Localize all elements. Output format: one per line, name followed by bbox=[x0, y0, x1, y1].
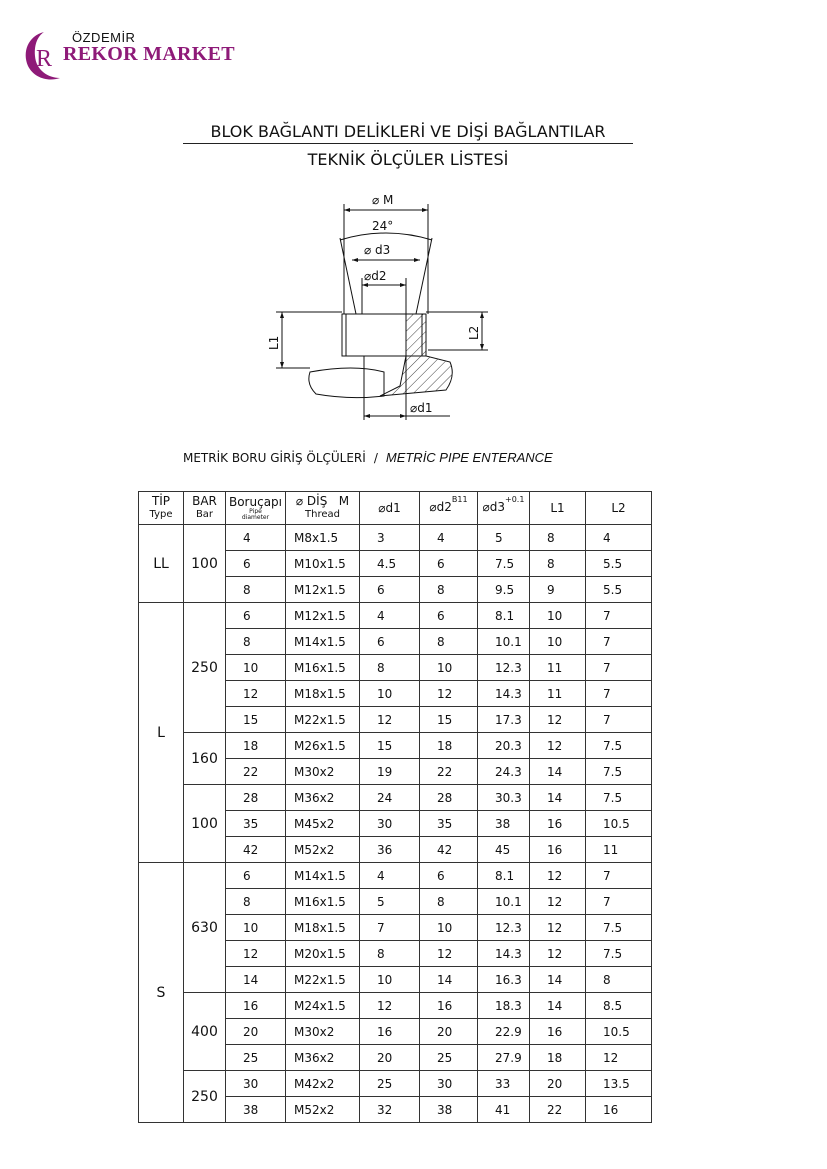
d3-cell: 12.3 bbox=[478, 915, 530, 941]
pipe-cell: 6 bbox=[226, 603, 286, 629]
d1-cell: 10 bbox=[360, 681, 420, 707]
l2-cell: 7 bbox=[586, 889, 652, 915]
pipe-cell: 35 bbox=[226, 811, 286, 837]
table-row bbox=[139, 863, 652, 889]
l1-cell: 14 bbox=[530, 993, 586, 1019]
l1-cell: 12 bbox=[530, 863, 586, 889]
header-d2: $⌀d2^{B11}$ bbox=[420, 492, 478, 525]
d2-cell: 8 bbox=[420, 889, 478, 915]
d1-cell: 4 bbox=[360, 603, 420, 629]
l1-cell: 11 bbox=[530, 655, 586, 681]
d1-cell: 6 bbox=[360, 629, 420, 655]
header-l1: L1 bbox=[530, 492, 586, 525]
logo-crescent-icon bbox=[22, 28, 66, 84]
d1-cell: 25 bbox=[360, 1071, 420, 1097]
pipe-cell: 12 bbox=[226, 941, 286, 967]
d2-cell: 30 bbox=[420, 1071, 478, 1097]
dimensions-table bbox=[138, 491, 652, 1123]
d1-cell: 16 bbox=[360, 1019, 420, 1045]
d2-cell: 12 bbox=[420, 681, 478, 707]
d3-cell: 5 bbox=[478, 525, 530, 551]
table-row bbox=[139, 603, 652, 629]
header-pipe: Boruçapı Pipe diameter bbox=[226, 492, 286, 525]
d1-cell: 24 bbox=[360, 785, 420, 811]
l1-cell: 12 bbox=[530, 915, 586, 941]
port-section-drawing bbox=[260, 190, 500, 430]
d1-cell: 4.5 bbox=[360, 551, 420, 577]
dim-l1-label: L1 bbox=[267, 335, 281, 350]
pipe-cell: 6 bbox=[226, 863, 286, 889]
pipe-cell: 38 bbox=[226, 1097, 286, 1123]
pipe-cell: 8 bbox=[226, 889, 286, 915]
header-l2: L2 bbox=[586, 492, 652, 525]
d1-cell: 8 bbox=[360, 941, 420, 967]
thread-cell: M42x2 bbox=[286, 1071, 360, 1097]
l1-cell: 20 bbox=[530, 1071, 586, 1097]
thread-cell: M14x1.5 bbox=[286, 629, 360, 655]
l2-cell: 7 bbox=[586, 707, 652, 733]
l2-cell: 7 bbox=[586, 655, 652, 681]
pipe-cell: 18 bbox=[226, 733, 286, 759]
table-row bbox=[139, 993, 652, 1019]
d2-cell: 4 bbox=[420, 525, 478, 551]
header-d3: $⌀d3^{+0.1}$ bbox=[478, 492, 530, 525]
l2-cell: 13.5 bbox=[586, 1071, 652, 1097]
d2-cell: 42 bbox=[420, 837, 478, 863]
d3-cell: 27.9 bbox=[478, 1045, 530, 1071]
d2-cell: 25 bbox=[420, 1045, 478, 1071]
l1-cell: 10 bbox=[530, 603, 586, 629]
l1-cell: 14 bbox=[530, 759, 586, 785]
d3-cell: 33 bbox=[478, 1071, 530, 1097]
l2-cell: 12 bbox=[586, 1045, 652, 1071]
l2-cell: 7.5 bbox=[586, 785, 652, 811]
d3-cell: 20.3 bbox=[478, 733, 530, 759]
thread-cell: M30x2 bbox=[286, 1019, 360, 1045]
caption-en: METRİC PIPE ENTERANCE bbox=[385, 450, 553, 465]
l2-cell: 16 bbox=[586, 1097, 652, 1123]
d1-cell: 32 bbox=[360, 1097, 420, 1123]
thread-cell: M12x1.5 bbox=[286, 603, 360, 629]
pipe-cell: 8 bbox=[226, 629, 286, 655]
header-type: TİP Type bbox=[139, 492, 184, 525]
thread-cell: M24x1.5 bbox=[286, 993, 360, 1019]
d2-cell: 38 bbox=[420, 1097, 478, 1123]
l2-cell: 7.5 bbox=[586, 941, 652, 967]
l1-cell: 16 bbox=[530, 811, 586, 837]
l2-cell: 7 bbox=[586, 629, 652, 655]
l1-cell: 18 bbox=[530, 1045, 586, 1071]
d3-cell: 10.1 bbox=[478, 889, 530, 915]
bar-cell: 160 bbox=[184, 733, 226, 785]
d2-cell: 20 bbox=[420, 1019, 478, 1045]
pipe-cell: 15 bbox=[226, 707, 286, 733]
d2-cell: 22 bbox=[420, 759, 478, 785]
pipe-cell: 42 bbox=[226, 837, 286, 863]
d2-cell: 8 bbox=[420, 577, 478, 603]
table-caption bbox=[183, 450, 553, 465]
d1-cell: 10 bbox=[360, 967, 420, 993]
thread-cell: M36x2 bbox=[286, 1045, 360, 1071]
d2-cell: 6 bbox=[420, 863, 478, 889]
l2-cell: 10.5 bbox=[586, 1019, 652, 1045]
l1-cell: 16 bbox=[530, 837, 586, 863]
d2-cell: 35 bbox=[420, 811, 478, 837]
thread-cell: M18x1.5 bbox=[286, 915, 360, 941]
thread-cell: M8x1.5 bbox=[286, 525, 360, 551]
svg-text:R: R bbox=[36, 46, 53, 72]
d2-cell: 16 bbox=[420, 993, 478, 1019]
table-row bbox=[139, 785, 652, 811]
l1-cell: 9 bbox=[530, 577, 586, 603]
bar-cell: 630 bbox=[184, 863, 226, 993]
dim-d1-label: ⌀d1 bbox=[410, 401, 433, 415]
d1-cell: 7 bbox=[360, 915, 420, 941]
l1-cell: 14 bbox=[530, 967, 586, 993]
header-thread: ⌀ DİŞ M Thread bbox=[286, 492, 360, 525]
dim-d3-label: ⌀ d3 bbox=[364, 243, 391, 257]
l2-cell: 11 bbox=[586, 837, 652, 863]
brand-logo bbox=[22, 28, 252, 84]
d1-cell: 5 bbox=[360, 889, 420, 915]
brand-main-text: REKOR MARKET bbox=[63, 43, 235, 65]
l1-cell: 8 bbox=[530, 551, 586, 577]
bar-cell: 400 bbox=[184, 993, 226, 1071]
thread-cell: M22x1.5 bbox=[286, 967, 360, 993]
l2-cell: 8 bbox=[586, 967, 652, 993]
l1-cell: 12 bbox=[530, 707, 586, 733]
thread-cell: M20x1.5 bbox=[286, 941, 360, 967]
d2-cell: 10 bbox=[420, 655, 478, 681]
d3-cell: 14.3 bbox=[478, 941, 530, 967]
d3-cell: 9.5 bbox=[478, 577, 530, 603]
dim-angle-label: 24° bbox=[372, 219, 394, 233]
thread-cell: M52x2 bbox=[286, 837, 360, 863]
dim-l2-label: L2 bbox=[467, 325, 481, 340]
pipe-cell: 4 bbox=[226, 525, 286, 551]
d1-cell: 12 bbox=[360, 993, 420, 1019]
d2-cell: 12 bbox=[420, 941, 478, 967]
l2-cell: 8.5 bbox=[586, 993, 652, 1019]
header-d1: ⌀d1 bbox=[360, 492, 420, 525]
l1-cell: 16 bbox=[530, 1019, 586, 1045]
thread-cell: M12x1.5 bbox=[286, 577, 360, 603]
pipe-cell: 14 bbox=[226, 967, 286, 993]
pipe-cell: 22 bbox=[226, 759, 286, 785]
l2-cell: 7 bbox=[586, 681, 652, 707]
thread-cell: M36x2 bbox=[286, 785, 360, 811]
d3-cell: 8.1 bbox=[478, 603, 530, 629]
thread-cell: M16x1.5 bbox=[286, 655, 360, 681]
thread-cell: M16x1.5 bbox=[286, 889, 360, 915]
l1-cell: 11 bbox=[530, 681, 586, 707]
d2-cell: 18 bbox=[420, 733, 478, 759]
thread-cell: M26x1.5 bbox=[286, 733, 360, 759]
thread-cell: M14x1.5 bbox=[286, 863, 360, 889]
caption-separator: / bbox=[373, 451, 378, 465]
d1-cell: 6 bbox=[360, 577, 420, 603]
document-subtitle: TEKNİK ÖLÇÜLER LİSTESİ bbox=[307, 150, 509, 169]
bar-cell: 250 bbox=[184, 1071, 226, 1123]
l2-cell: 7.5 bbox=[586, 915, 652, 941]
d2-cell: 6 bbox=[420, 603, 478, 629]
brand-top-text: ÖZDEMİR bbox=[72, 30, 136, 45]
l2-cell: 7 bbox=[586, 603, 652, 629]
l1-cell: 8 bbox=[530, 525, 586, 551]
header-bar: BAR Bar bbox=[184, 492, 226, 525]
d3-cell: 18.3 bbox=[478, 993, 530, 1019]
d3-cell: 16.3 bbox=[478, 967, 530, 993]
table-row bbox=[139, 1071, 652, 1097]
d3-cell: 38 bbox=[478, 811, 530, 837]
d3-cell: 22.9 bbox=[478, 1019, 530, 1045]
d2-cell: 15 bbox=[420, 707, 478, 733]
l2-cell: 10.5 bbox=[586, 811, 652, 837]
thread-cell: M30x2 bbox=[286, 759, 360, 785]
pipe-cell: 12 bbox=[226, 681, 286, 707]
type-cell: L bbox=[139, 603, 184, 863]
d3-cell: 30.3 bbox=[478, 785, 530, 811]
caption-tr: METRİK BORU GİRİŞ ÖLÇÜLERİ bbox=[183, 451, 366, 465]
l2-cell: 7.5 bbox=[586, 759, 652, 785]
d1-cell: 19 bbox=[360, 759, 420, 785]
dim-d2-label: ⌀d2 bbox=[364, 269, 387, 283]
d3-cell: 45 bbox=[478, 837, 530, 863]
thread-cell: M52x2 bbox=[286, 1097, 360, 1123]
bar-cell: 100 bbox=[184, 785, 226, 863]
pipe-cell: 28 bbox=[226, 785, 286, 811]
thread-cell: M45x2 bbox=[286, 811, 360, 837]
d2-cell: 6 bbox=[420, 551, 478, 577]
d1-cell: 12 bbox=[360, 707, 420, 733]
d2-cell: 14 bbox=[420, 967, 478, 993]
pipe-cell: 25 bbox=[226, 1045, 286, 1071]
d1-cell: 15 bbox=[360, 733, 420, 759]
table-header-row bbox=[139, 492, 652, 525]
bar-cell: 100 bbox=[184, 525, 226, 603]
l2-cell: 5.5 bbox=[586, 577, 652, 603]
d1-cell: 4 bbox=[360, 863, 420, 889]
pipe-cell: 20 bbox=[226, 1019, 286, 1045]
l1-cell: 14 bbox=[530, 785, 586, 811]
pipe-cell: 10 bbox=[226, 655, 286, 681]
d3-cell: 24.3 bbox=[478, 759, 530, 785]
l2-cell: 5.5 bbox=[586, 551, 652, 577]
type-cell: LL bbox=[139, 525, 184, 603]
l2-cell: 7.5 bbox=[586, 733, 652, 759]
d3-cell: 12.3 bbox=[478, 655, 530, 681]
d3-cell: 7.5 bbox=[478, 551, 530, 577]
pipe-cell: 8 bbox=[226, 577, 286, 603]
d1-cell: 20 bbox=[360, 1045, 420, 1071]
d3-cell: 8.1 bbox=[478, 863, 530, 889]
d3-cell: 10.1 bbox=[478, 629, 530, 655]
table-row bbox=[139, 733, 652, 759]
thread-cell: M22x1.5 bbox=[286, 707, 360, 733]
pipe-cell: 6 bbox=[226, 551, 286, 577]
l1-cell: 12 bbox=[530, 733, 586, 759]
d2-cell: 28 bbox=[420, 785, 478, 811]
d1-cell: 36 bbox=[360, 837, 420, 863]
d3-cell: 14.3 bbox=[478, 681, 530, 707]
table-row bbox=[139, 525, 652, 551]
thread-cell: M18x1.5 bbox=[286, 681, 360, 707]
pipe-cell: 10 bbox=[226, 915, 286, 941]
l1-cell: 12 bbox=[530, 941, 586, 967]
thread-cell: M10x1.5 bbox=[286, 551, 360, 577]
d3-cell: 17.3 bbox=[478, 707, 530, 733]
pipe-cell: 30 bbox=[226, 1071, 286, 1097]
l1-cell: 10 bbox=[530, 629, 586, 655]
l2-cell: 7 bbox=[586, 863, 652, 889]
pipe-cell: 16 bbox=[226, 993, 286, 1019]
d3-cell: 41 bbox=[478, 1097, 530, 1123]
d1-cell: 3 bbox=[360, 525, 420, 551]
l1-cell: 22 bbox=[530, 1097, 586, 1123]
bar-cell: 250 bbox=[184, 603, 226, 733]
document-title: BLOK BAĞLANTI DELİKLERİ VE DİŞİ BAĞLANTILAR bbox=[183, 122, 633, 144]
dim-m-label: ⌀ M bbox=[372, 193, 394, 207]
d2-cell: 8 bbox=[420, 629, 478, 655]
type-cell: S bbox=[139, 863, 184, 1123]
d2-cell: 10 bbox=[420, 915, 478, 941]
d1-cell: 8 bbox=[360, 655, 420, 681]
table-body bbox=[139, 525, 652, 1123]
l1-cell: 12 bbox=[530, 889, 586, 915]
d1-cell: 30 bbox=[360, 811, 420, 837]
l2-cell: 4 bbox=[586, 525, 652, 551]
